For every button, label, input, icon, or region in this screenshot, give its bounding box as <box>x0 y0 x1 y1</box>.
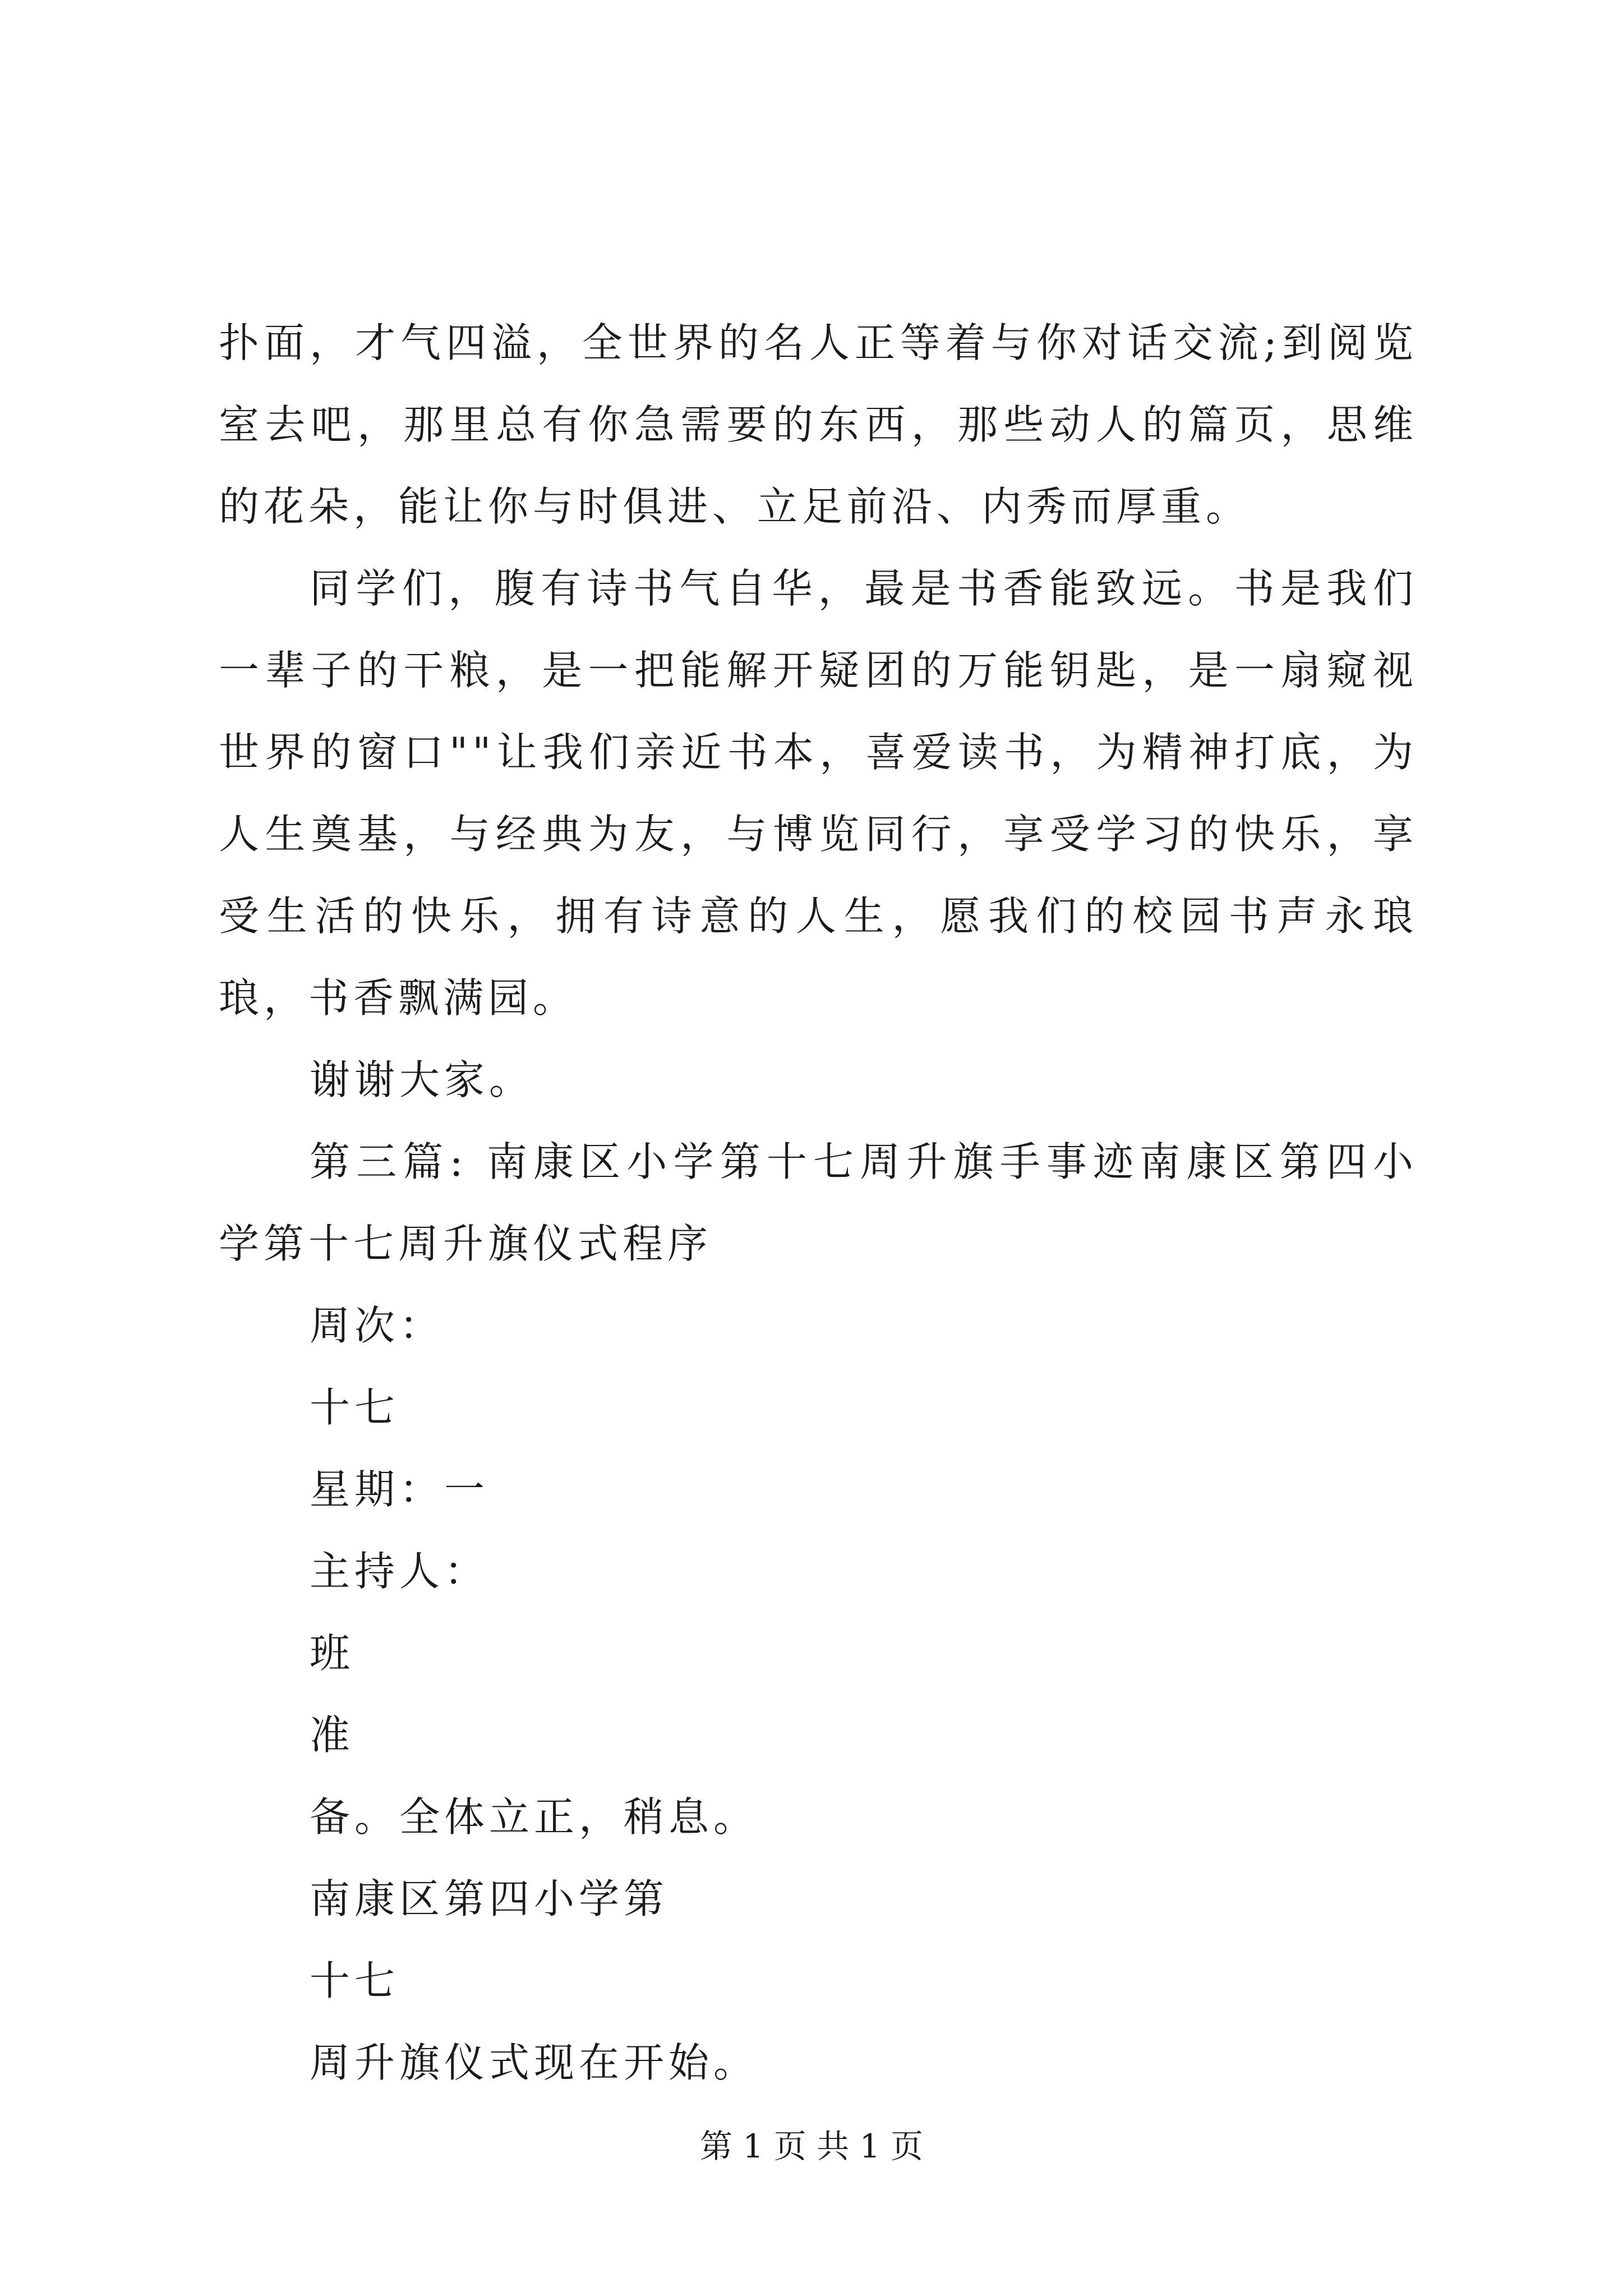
program-line: 周升旗仪式现在开始。 <box>310 2039 759 2086</box>
program-line: 十七 <box>310 1957 400 2004</box>
section-heading: 第三篇: 南康区小学第十七周升旗手事迹南康区第四小学第十七周升旗仪式程序 <box>219 1138 1418 1267</box>
paragraph-thanks: 谢谢大家。 <box>310 1056 534 1103</box>
program-line: 十七 <box>310 1384 400 1431</box>
page-footer <box>0 2124 1623 2169</box>
program-line: 准 <box>310 1711 355 1759</box>
program-line: 主持人： <box>310 1548 490 1595</box>
program-line: 周次： <box>310 1302 445 1349</box>
paragraph-continuation: 扑面，才气四溢，全世界的名人正等着与你对话交流;到阅览室去吧，那里总有你急需要的东西，那些动人的篇页，思维的花朵，能让你与时俱进、立足前沿、内秀而厚重。 <box>219 319 1418 530</box>
program-line: 星期：一 <box>310 1466 490 1513</box>
program-line: 班 <box>310 1630 355 1677</box>
program-line: 备。全体立正，稍息。 <box>310 1793 759 1841</box>
page-number-label: 第 1 页 共 1 页 <box>700 2127 923 2165</box>
document-body <box>219 302 1418 2104</box>
program-line: 南康区第四小学第 <box>310 1875 669 1922</box>
paragraph-reading: 同学们，腹有诗书气自华，最是书香能致远。书是我们一辈子的干粮，是一把能解开疑团的万能钥匙，是一扇窥视世界的窗口""让我们亲近书本，喜爱读书，为精神打底，为人生奠基，与经典为友，与博览同行，享受学习的快乐，享受生活的快乐，拥有诗意的人生，愿我们的校园书声永琅琅，书香飘满园。 <box>219 565 1418 1022</box>
